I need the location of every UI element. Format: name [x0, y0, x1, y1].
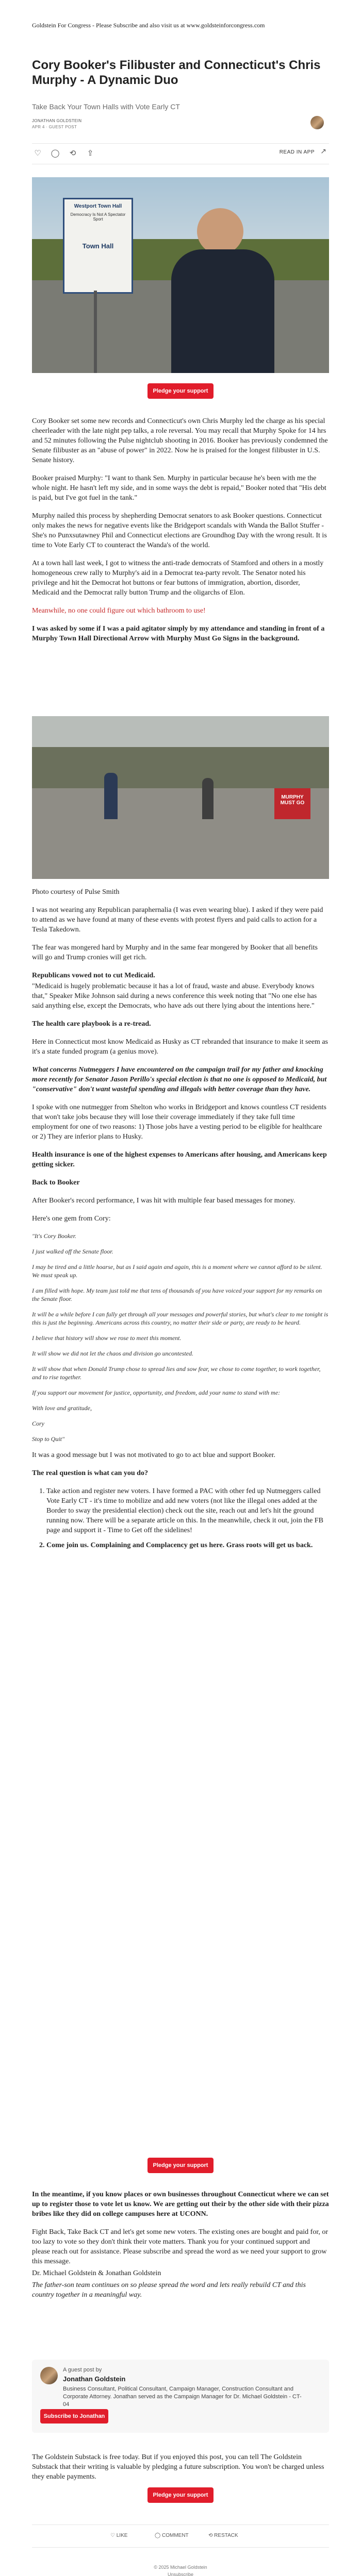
paragraph: At a town hall last week, I got to witness the anti-trade democrats of Stamford and others in a mostly homogeneous crew rally to Murphy's aid in a Democrat tea-party revolt. The Senator noted his privilege and hit the Democrat hot buttons or fear buttons of immigration, abortion, disorder, Medicaid and the Democrat rally button Trump and the oligarchs of Elon.	[32, 560, 324, 597]
town-hall-sign	[63, 198, 133, 294]
person	[104, 773, 118, 819]
paragraph: It was a good message but I was not motivated to go to act blue and support Booker.	[32, 1451, 276, 1459]
section-heading: Back to Booker	[32, 1179, 80, 1187]
photo-town-hall-event[interactable]	[32, 716, 329, 879]
footer-like-label: LIKE	[116, 2533, 128, 2538]
photo-town-hall-sign[interactable]	[32, 177, 329, 373]
action-bar	[32, 147, 329, 160]
paragraph: I was asked by some if I was a paid agitator simply by my attendance and standing in front of a Murphy Town Hall Directional Arrow with Murphy Must Go Signs in the background.	[32, 625, 325, 642]
section-heading: Republicans vowed not to cut Medicaid.	[32, 972, 155, 979]
quote-line: It will be a while before I can fully get through all your messages and powerful stories, but what's clear to me tonight is this is just the beginning. Americans across this country, no matter their side or party, are ready to be heard.	[32, 1311, 329, 1326]
signoff: Dr. Michael Goldstein & Jonathan Goldstein	[32, 2269, 161, 2277]
person-head	[197, 208, 243, 255]
guest-bio: Business Consultant, Political Consultant, Campaign Manager, Construction Consultant and Corporate Attorney. Jonathan served as the Campaign Manager for Dr. Michael Goldstein - CT-04	[63, 2386, 302, 2408]
restack-icon: ⟲	[208, 2533, 215, 2538]
comment-icon[interactable]: ◯	[51, 148, 60, 158]
divider	[32, 2524, 329, 2525]
treeline	[32, 747, 329, 788]
footer-restack[interactable]	[208, 2533, 238, 2538]
list-item: 1. Take action and register new voters. I have formed a PAC with other fed up Nutmeggers called Vote Early CT - it's time to mobilize and add new voters (not like the illegal ones added at the Border to sway the presidential election) check out the site, reach out and let's hit the ground running now. There will be a separate article on this. In the meanwhile, check it out, join the FB page and support it - Time to Get off the sidelines!	[46, 1486, 329, 1535]
pledge-button[interactable]: Pledge your support	[147, 2158, 214, 2173]
quote-line: I believe that history will show we rose to meet this moment.	[32, 1334, 182, 1342]
footer-like[interactable]	[110, 2533, 127, 2538]
section-heading: The health care playbook is a re-tread.	[32, 1020, 151, 1028]
paragraph: Fight Back, Take Back CT and let's get some new voters. The existing ones are bought and paid for, or too lazy to vote so they don't think their vote matters. Thank you for your continued support and please reach out for assistance. Please subscribe and spread the word as we need your support to grow this message.	[32, 2228, 329, 2265]
booker-quote	[32, 1232, 329, 1443]
protest-sign: MURPHY MUST GO	[274, 788, 310, 819]
guest-avatar[interactable]	[40, 2367, 58, 2384]
paragraph-highlight: Meanwhile, no one could figure out which bathroom to use!	[32, 607, 206, 615]
guest-label: A guest post by	[63, 2367, 102, 2373]
paragraph: After Booker's record performance, I was hit with multiple fear based messages for money.	[32, 1197, 296, 1205]
quote-line: With love and gratitude,	[32, 1404, 92, 1412]
quote-line: I may be tired and a little hoarse, but as I said again and again, this is a moment where we cannot afford to be silent. We must speak up.	[32, 1263, 322, 1279]
post-subtitle: Take Back Your Town Halls with Vote Early CT	[32, 103, 180, 111]
paragraph: What concerns Nutmeggers I have encountered on the campaign trail for my father and knocking more recently for Senator Jason Perillo's special election is that no one is opposed to Medicaid, but "conservative" don't want wasteful spending and illegals with better coverage than they have.	[32, 1066, 327, 1093]
paragraph: Here's one gem from Cory:	[32, 1215, 111, 1223]
footer-comment[interactable]	[155, 2533, 189, 2538]
like-icon: ♡	[110, 2533, 117, 2538]
person-body	[171, 249, 274, 373]
paragraph: Health insurance is one of the highest expenses to Americans after housing, and Americans keep getting sicker.	[32, 1151, 327, 1168]
pledge-button[interactable]: Pledge your support	[147, 2487, 214, 2503]
pledge-button[interactable]: Pledge your support	[147, 383, 214, 399]
person	[202, 778, 214, 819]
author-name[interactable]: JONATHAN GOLDSTEIN	[32, 118, 82, 123]
divider	[32, 143, 329, 144]
paragraph: In the meantime, if you know places or own businesses throughout Connecticut where we can set up to register those to vote let us know. We are getting out their by the other side with their pizza bribes like they did on college campuses here at UCONN.	[32, 2191, 329, 2218]
sign-body: Democracy Is Not A Spectator Sport	[70, 212, 126, 222]
post-meta: APR 4 · GUEST POST	[32, 125, 77, 129]
paragraph: I spoke with one nutmegger from Shelton who works in Bridgeport and knows countless CT residents that won't take jobs because they will lose their coverage immediately if they take full time employment for one of two reasons: 1) Those jobs have a vesting period to be eligible for healthcare or 2) They are inferior plans to Husky.	[32, 1104, 326, 1141]
action-list	[32, 1486, 329, 1550]
share-icon[interactable]: ⇪	[87, 148, 94, 158]
divider	[32, 2547, 329, 2548]
quote-line: I am filled with hope. My team just told me that tens of thousands of you have voiced your support for my remarks on the Senate floor.	[32, 1287, 322, 1302]
quote-line: It will show we did not let the chaos and division go uncontested.	[32, 1350, 193, 1357]
paragraph: Here in Connecticut most know Medicaid as Husky as CT rebranded that insurance to make it seem as it's a state funded program (a genius move).	[32, 1038, 328, 1056]
guest-post-card	[32, 2360, 329, 2433]
footer-actions	[0, 2531, 361, 2543]
quote-line: I just walked off the Senate floor.	[32, 1248, 113, 1255]
article-body-2	[32, 887, 329, 1555]
quote-line: If you support our movement for justice, opportunity, and freedom, add your name to stand with me:	[32, 1389, 281, 1396]
pledge-note-block	[32, 2452, 329, 2490]
app-arrow-icon[interactable]: ↗	[320, 147, 326, 156]
author-avatar[interactable]	[310, 116, 324, 129]
sign-footer: Town Hall	[82, 242, 114, 250]
post-title[interactable]: Cory Booker's Filibuster and Connecticut's Chris Murphy - A Dynamic Duo	[32, 58, 321, 87]
list-item: 2. Come join us. Complaining and Complacency get us here. Grass roots will get us back.	[46, 1540, 329, 1550]
quote-line: Cory	[32, 1420, 44, 1427]
paragraph: Booker praised Murphy: "I want to thank Sen. Murphy in particular because he's been with me the whole night. He hasn't left my side, and in some ways the debt is repaid," Booker noted that "His debt is paid, but I've got fuel in the tank."	[32, 474, 326, 502]
article-body-3	[32, 2190, 329, 2308]
comment-icon: ◯	[155, 2533, 162, 2538]
photo-credit: Photo courtesy of Pulse Smith	[32, 888, 120, 896]
paragraph: "Medicaid is hugely problematic because it has a lot of fraud, waste and abuse. Everybody knows that," Speaker Mike Johnson said during a news conference this week noting that "No one else has said anything else, except the Democrats, who have ads out there lying about the intentions here."	[32, 982, 317, 1010]
pledge-note: The Goldstein Substack is free today. But if you enjoyed this post, you can tell The Goldstein Substack that their writing is valuable by pledging a future subscription. You won't be charged unless they enable payments.	[32, 2453, 324, 2481]
read-in-app-link[interactable]: READ IN APP	[279, 149, 315, 155]
sign-title: Westport Town Hall	[74, 204, 122, 209]
footer-restack-label: RESTACK	[214, 2533, 238, 2538]
unsubscribe-link[interactable]: Unsubscribe	[167, 2572, 194, 2576]
paragraph: The fear was mongered hard by Murphy and in the same fear mongered by Booker that all benefits will go and Trump cronies will get rich.	[32, 944, 318, 961]
subscribe-button[interactable]: Subscribe to Jonathan	[40, 2409, 108, 2424]
quote-line: Stop to Quit"	[32, 1435, 65, 1443]
copyright: © 2025 Michael Goldstein	[154, 2565, 207, 2570]
like-icon[interactable]: ♡	[34, 148, 41, 158]
closing-note: The father-son team continues on so please spread the word and lets really rebuild CT and this country together in a meaningful way.	[32, 2281, 306, 2299]
paragraph: Murphy nailed this process by shepherding Democrat senators to ask Booker questions. Connecticut only makes the news for negative events like the Bridgeport scandals with Wanda the Ballot Stuffer - She's no Punxsutawney Phil and Connecticut elections are Groundhog Day with the wrong result. It is time to Vote Early CT to counteract the Wanda's of the world.	[32, 512, 327, 549]
paragraph: Cory Booker set some new records and Connecticut's own Chris Murphy led the charge as his special cheerleader with the late night pep talks, a role reversal. You may recall that Murphy Spoke for 14 hrs and 52 minutes following the Pulse nightclub shooting in 2016. Booker has previously condemned the Senate filibuster as an "abuse of power" in 2022. Now he is praised for the longest filibuster in U.S. Senate history.	[32, 417, 328, 464]
footer-comment-label: COMMENT	[161, 2533, 189, 2538]
article-body-1	[32, 416, 329, 652]
guest-name[interactable]: Jonathan Goldstein	[63, 2375, 126, 2383]
paragraph: I was not wearing any Republican paraphernalia (I was even wearing blue). I asked if they were paid to attend as we have found at many of these events with protest flyers and paid calls to action for a Tesla Takedown.	[32, 906, 323, 934]
quote-line: "It's Cory Booker.	[32, 1232, 76, 1240]
sign-post	[94, 291, 97, 373]
section-heading: The real question is what can you do?	[32, 1469, 148, 1477]
quote-line: It will show that when Donald Trump chose to spread lies and sow fear, we chose to come together, to work together, and to rise together.	[32, 1365, 321, 1381]
top-note: Goldstein For Congress - Please Subscribe and also visit us at www.goldsteinforcongress.com	[32, 22, 265, 29]
restack-icon[interactable]: ⟲	[69, 148, 76, 158]
